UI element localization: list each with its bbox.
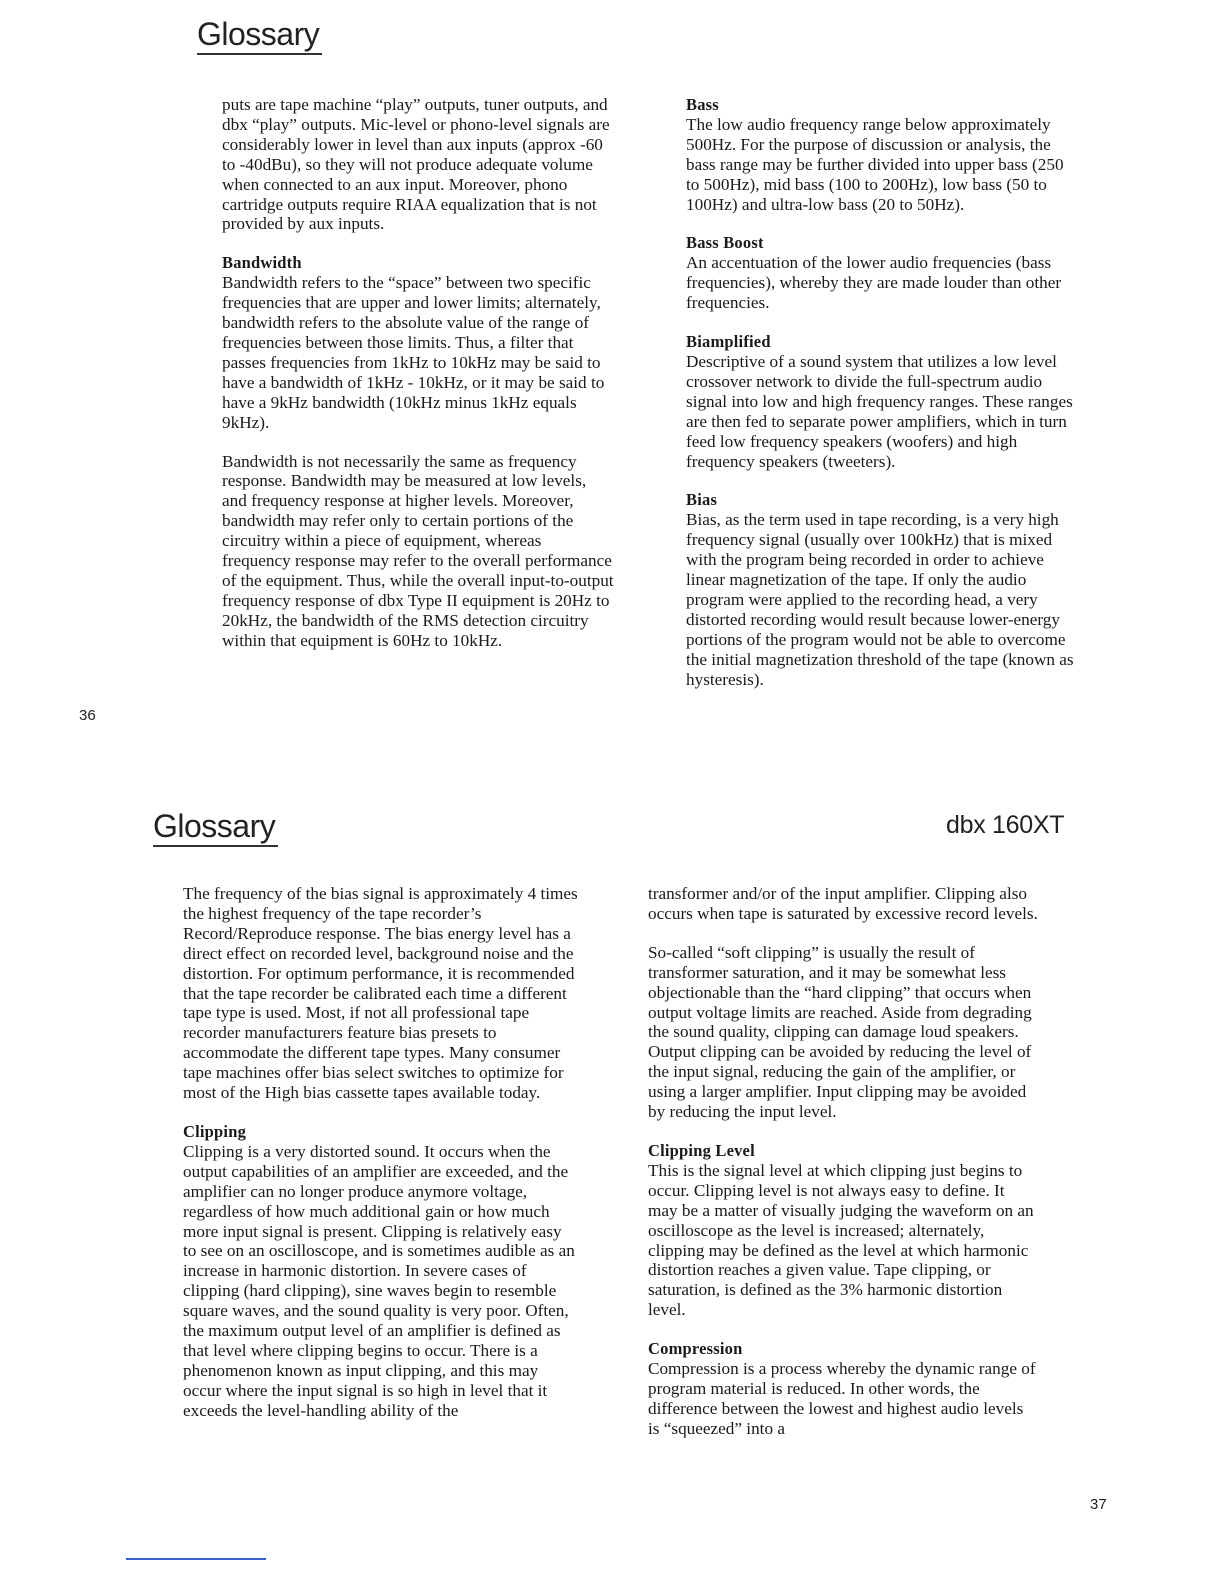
entry-term: Bias <box>686 490 718 510</box>
entry-text: Descriptive of a sound system that utilizes a low level crossover network to divide the full-spectrum audio signal into low and high frequency ranges. These ranges are then fed to separate power amplifiers, which in turn feed low frequency speakers (woofers) and high frequency speakers (tweeters). <box>686 351 1073 471</box>
bottom-left-column <box>183 884 578 1440</box>
entry-term: Bass Boost <box>686 233 764 253</box>
glossary-entry-bass <box>686 95 1074 214</box>
page-number-top: 36 <box>79 707 96 724</box>
entry-text: transformer and/or of the input amplifier. Clipping also occurs when tape is saturated by excessive record levels. <box>648 884 1038 923</box>
heading-underline-bottom <box>153 845 278 847</box>
glossary-entry <box>183 884 578 1103</box>
glossary-entry-bandwidth <box>222 253 614 432</box>
glossary-entry-compression <box>648 1339 1038 1439</box>
glossary-entry <box>222 95 614 234</box>
entry-term: Biamplified <box>686 332 771 352</box>
page-heading-top: Glossary <box>197 16 320 52</box>
entry-text: Bandwidth is not necessarily the same as frequency response. Bandwidth may be measured at low levels, and frequency response at higher levels. Moreover, bandwidth may refer only to certain portions of the circuitry within a piece of equipment, whereas frequency response may refer to the overall performance of the equipment. Thus, while the overall input-to-output frequency response of dbx Type II equipment is 20Hz to 20kHz, the bandwidth of the RMS detection circuitry within that equipment is 60Hz to 10kHz. <box>222 451 614 650</box>
entry-term: Clipping Level <box>648 1140 755 1160</box>
top-left-column <box>222 95 614 670</box>
entry-term: Clipping <box>183 1121 247 1141</box>
entry-text: The low audio frequency range below approximately 500Hz. For the purpose of discussion or analysis, the bass range may be further divided into upper bass (250 to 500Hz), mid bass (100 to 200Hz), low bass (50 to 100Hz) and ultra-low bass (20 to 50Hz). <box>686 114 1064 214</box>
top-right-column <box>686 95 1074 708</box>
heading-underline-top <box>197 53 322 55</box>
footer-rule <box>126 1558 266 1560</box>
glossary-entry-clipping <box>183 1122 578 1421</box>
bottom-right-column <box>648 884 1038 1458</box>
glossary-entry-bias <box>686 490 1074 689</box>
entry-text: puts are tape machine “play” outputs, tuner outputs, and dbx “play” outputs. Mic-level or phono-level signals are considerably lower in level than aux inputs (approx -60 to -40dBu), so they will not produce adequate volume when connected to an aux input. Moreover, phono cartridge outputs require RIAA equalization that is not provided by aux inputs. <box>222 95 610 234</box>
glossary-entry-clipping-level <box>648 1141 1038 1320</box>
entry-text: So-called “soft clipping” is usually the result of transformer saturation, and it may be somewhat less objectionable than the “hard clipping” that occurs when output voltage limits are reached. Aside from degrading the sound quality, clipping can damage loud speakers. Output clipping can be avoided by reducing the level of the input signal, reducing the gain of the amplifier, or using a larger amplifier. Input clipping may be avoided by reducing the input level. <box>648 942 1032 1122</box>
entry-term: Bass <box>686 95 719 114</box>
entry-text: Compression is a process whereby the dynamic range of program material is reduced. In other words, the difference between the lowest and highest audio levels is “squeezed” into a <box>648 1359 1036 1438</box>
entry-text: Clipping is a very distorted sound. It occurs when the output capabilities of an amplifier are exceeded, and the amplifier can no longer produce anymore voltage, regardless of how much additional gain or how much more input signal is present. Clipping is relatively easy to see on an oscilloscope, and is sometimes audible as an increase in harmonic distortion. In severe cases of clipping (hard clipping), sine waves begin to resemble square waves, and the sound quality is very poor. Often, the maximum output level of an amplifier is defined as that level where clipping begins to occur. There is a phenomenon known as input clipping, and this may occur where the input signal is so high in level that it exceeds the level-handling ability of the <box>183 1141 575 1420</box>
entry-term: Bandwidth <box>222 253 302 273</box>
glossary-entry-biamplified <box>686 332 1074 471</box>
page-heading-bottom: Glossary <box>153 808 276 844</box>
entry-text: This is the signal level at which clipping just begins to occur. Clipping level is not always easy to define. It may be a matter of visually judging the waveform on an oscilloscope as the level is increased; alternately, clipping may be defined as the level at which harmonic distortion reaches a given value. Tape clipping, or saturation, is defined as the 3% harmonic distortion level. <box>648 1160 1034 1320</box>
glossary-entry <box>648 884 1038 924</box>
page-number-bottom: 37 <box>1090 1496 1107 1513</box>
entry-term: Compression <box>648 1339 743 1359</box>
glossary-entry-bass-boost <box>686 233 1074 313</box>
product-name: dbx 160XT <box>946 811 1065 839</box>
glossary-entry <box>222 452 614 651</box>
entry-text: Bandwidth refers to the “space” between two specific frequencies that are upper and lower limits; alternately, bandwidth refers to the absolute value of the range of frequencies between those limits. Thus, a filter that passes frequencies from 1kHz to 10kHz may be said to have a bandwidth of 1kHz - 10kHz, or it may be said to have a 9kHz bandwidth (10kHz minus 1kHz equals 9kHz). <box>222 273 605 432</box>
entry-text: The frequency of the bias signal is approximately 4 times the highest frequency of the tape recorder’s Record/Reproduce response. The bias energy level has a direct effect on recorded level, background noise and the distortion. For optimum performance, it is recommended that the tape recorder be calibrated each time a different tape type is used. Most, if not all professional tape recorder manufacturers feature bias presets to accommodate the different tape types. Many consumer tape machines offer bias select switches to optimize for most of the High bias cassette tapes available today. <box>183 884 578 1103</box>
entry-text: Bias, as the term used in tape recording, is a very high frequency signal (usually over 100kHz) that is mixed with the program being recorded in order to achieve linear magnetization of the tape. If only the audio program were applied to the recording head, a very distorted recording would result because lower-energy portions of the program would not be able to overcome the initial magnetization threshold of the tape (known as hysteresis). <box>686 510 1074 689</box>
entry-text: An accentuation of the lower audio frequencies (bass frequencies), whereby they are made louder than other frequencies. <box>686 253 1062 313</box>
glossary-entry <box>648 943 1038 1122</box>
